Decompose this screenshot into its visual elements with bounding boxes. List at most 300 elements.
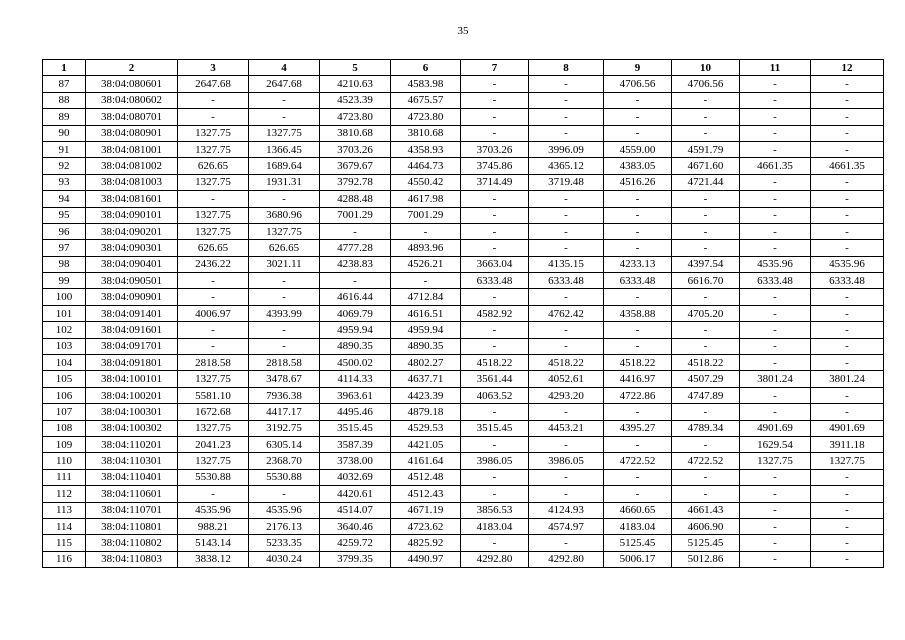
table-cell: 1327.75 <box>178 371 249 387</box>
table-cell: - <box>604 191 672 207</box>
table-cell: 4417.17 <box>249 404 320 420</box>
table-cell: - <box>740 92 811 108</box>
table-cell: 3838.12 <box>178 551 249 567</box>
table-cell: 4660.65 <box>604 502 672 518</box>
table-cell: 4721.44 <box>672 174 740 190</box>
table-cell: 4802.27 <box>391 355 461 371</box>
column-header: 1 <box>43 60 86 76</box>
table-cell: 4395.27 <box>604 420 672 436</box>
table-cell: 4559.00 <box>604 141 672 157</box>
table-cell: 1672.68 <box>178 404 249 420</box>
table-cell: 1366.45 <box>249 141 320 157</box>
table-cell: 4124.93 <box>529 502 604 518</box>
table-cell: 4518.22 <box>461 355 529 371</box>
table-cell: 1327.75 <box>178 125 249 141</box>
table-cell: - <box>672 436 740 452</box>
table-cell: 4032.69 <box>320 469 391 485</box>
table-cell: - <box>740 387 811 403</box>
table-cell: 4661.35 <box>740 158 811 174</box>
table-cell: - <box>740 355 811 371</box>
table-cell: 5143.14 <box>178 535 249 551</box>
table-cell: 4706.56 <box>672 76 740 92</box>
table-cell: 4293.20 <box>529 387 604 403</box>
table-cell: - <box>461 289 529 305</box>
table-cell: 4637.71 <box>391 371 461 387</box>
table-cell: 1327.75 <box>811 453 884 469</box>
table-cell: 102 <box>43 322 86 338</box>
table-cell: - <box>740 338 811 354</box>
table-row <box>43 76 884 92</box>
table-cell: 1327.75 <box>740 453 811 469</box>
table-cell: 626.65 <box>178 158 249 174</box>
table-cell: 106 <box>43 387 86 403</box>
table-cell: - <box>672 404 740 420</box>
table-cell: - <box>740 404 811 420</box>
table-cell: 38:04:090501 <box>86 273 178 289</box>
table-cell: 1327.75 <box>249 223 320 239</box>
table-cell: - <box>672 223 740 239</box>
table-cell: 4879.18 <box>391 404 461 420</box>
table-cell: 1629.54 <box>740 436 811 452</box>
table-cell: 38:04:110701 <box>86 502 178 518</box>
table-cell: 4161.64 <box>391 453 461 469</box>
table-row <box>43 387 884 403</box>
table-cell: 4789.34 <box>672 420 740 436</box>
table-cell: - <box>249 486 320 502</box>
table-cell: 4661.43 <box>672 502 740 518</box>
table-cell: - <box>811 240 884 256</box>
table-cell: 4006.97 <box>178 305 249 321</box>
table-cell: 3192.75 <box>249 420 320 436</box>
table-cell: 4901.69 <box>811 420 884 436</box>
table-cell: 6333.48 <box>811 273 884 289</box>
table-cell: - <box>604 322 672 338</box>
table-cell: - <box>740 125 811 141</box>
table-cell: 4512.43 <box>391 486 461 502</box>
table-row <box>43 453 884 469</box>
table-cell: - <box>811 502 884 518</box>
table-cell: 3801.24 <box>740 371 811 387</box>
table-cell: - <box>604 289 672 305</box>
table-cell: - <box>740 551 811 567</box>
table-cell: 3963.61 <box>320 387 391 403</box>
table-cell: - <box>672 125 740 141</box>
table-cell: 4500.02 <box>320 355 391 371</box>
table-cell: 3738.00 <box>320 453 391 469</box>
table-cell: - <box>249 289 320 305</box>
table-cell: 88 <box>43 92 86 108</box>
table-cell: 5233.35 <box>249 535 320 551</box>
table-cell: 6333.48 <box>529 273 604 289</box>
table-cell: - <box>740 518 811 534</box>
table-cell: 87 <box>43 76 86 92</box>
table-cell: - <box>529 486 604 502</box>
table-cell: 38:04:091601 <box>86 322 178 338</box>
table-cell: 4582.92 <box>461 305 529 321</box>
table-cell: 3663.04 <box>461 256 529 272</box>
table-cell: 3515.45 <box>461 420 529 436</box>
table-cell: 3679.67 <box>320 158 391 174</box>
table-cell: 2647.68 <box>178 76 249 92</box>
table-cell: 4722.86 <box>604 387 672 403</box>
table-cell: - <box>391 223 461 239</box>
table-cell: 4901.69 <box>740 420 811 436</box>
table-cell: - <box>249 322 320 338</box>
table-cell: - <box>811 76 884 92</box>
table-cell: - <box>740 76 811 92</box>
table-cell: 4535.96 <box>178 502 249 518</box>
table-cell: 109 <box>43 436 86 452</box>
column-header: 5 <box>320 60 391 76</box>
table-cell: 1327.75 <box>249 125 320 141</box>
table-cell: - <box>604 125 672 141</box>
table-cell: - <box>320 223 391 239</box>
table-cell: 3515.45 <box>320 420 391 436</box>
table-cell: 4591.79 <box>672 141 740 157</box>
table-cell: 3703.26 <box>320 141 391 157</box>
table-cell: 3856.53 <box>461 502 529 518</box>
table-cell: 4723.62 <box>391 518 461 534</box>
table-row <box>43 436 884 452</box>
table-cell: 4420.61 <box>320 486 391 502</box>
table-cell: 4233.13 <box>604 256 672 272</box>
table-cell: 4616.51 <box>391 305 461 321</box>
table-cell: - <box>461 240 529 256</box>
table-cell: 4495.46 <box>320 404 391 420</box>
table-cell: 38:04:081002 <box>86 158 178 174</box>
table-cell: 3986.05 <box>529 453 604 469</box>
table-cell: - <box>811 486 884 502</box>
table-cell: 1327.75 <box>178 207 249 223</box>
column-header: 10 <box>672 60 740 76</box>
table-cell: - <box>178 273 249 289</box>
table-cell: 4292.80 <box>461 551 529 567</box>
table-cell: 4671.19 <box>391 502 461 518</box>
table-cell: 4358.93 <box>391 141 461 157</box>
table-cell: - <box>811 174 884 190</box>
table-cell: 4069.79 <box>320 305 391 321</box>
table-cell: 111 <box>43 469 86 485</box>
table-row <box>43 191 884 207</box>
table-cell: - <box>811 223 884 239</box>
table-cell: 38:04:090201 <box>86 223 178 239</box>
table-cell: 4516.26 <box>604 174 672 190</box>
column-header: 8 <box>529 60 604 76</box>
table-cell: 3640.46 <box>320 518 391 534</box>
table-cell: - <box>461 109 529 125</box>
table-cell: 4574.97 <box>529 518 604 534</box>
table-cell: 4606.90 <box>672 518 740 534</box>
table-cell: 4453.21 <box>529 420 604 436</box>
table-cell: - <box>672 289 740 305</box>
table-cell: 107 <box>43 404 86 420</box>
table-cell: 92 <box>43 158 86 174</box>
table-cell: 4512.48 <box>391 469 461 485</box>
table-cell: - <box>249 338 320 354</box>
table-cell: 38:04:081003 <box>86 174 178 190</box>
table-cell: 4529.53 <box>391 420 461 436</box>
table-cell: - <box>178 289 249 305</box>
table-cell: - <box>529 469 604 485</box>
table-cell: 6333.48 <box>461 273 529 289</box>
table-cell: 4705.20 <box>672 305 740 321</box>
table-cell: 4671.60 <box>672 158 740 174</box>
table-cell: 4063.52 <box>461 387 529 403</box>
table-cell: - <box>461 76 529 92</box>
table-cell: 3587.39 <box>320 436 391 452</box>
table-cell: - <box>811 338 884 354</box>
table-cell: 3799.35 <box>320 551 391 567</box>
table-cell: - <box>461 125 529 141</box>
table-cell: 113 <box>43 502 86 518</box>
table-cell: - <box>529 109 604 125</box>
table-cell: 2368.70 <box>249 453 320 469</box>
table-cell: - <box>604 338 672 354</box>
table-cell: 3810.68 <box>391 125 461 141</box>
table-cell: 7001.29 <box>391 207 461 223</box>
table-cell: 4416.97 <box>604 371 672 387</box>
table-cell: 4052.61 <box>529 371 604 387</box>
table-cell: 4292.80 <box>529 551 604 567</box>
table-cell: 116 <box>43 551 86 567</box>
table-cell: 4518.22 <box>529 355 604 371</box>
table-cell: - <box>178 486 249 502</box>
table-cell: 3911.18 <box>811 436 884 452</box>
table-cell: 4421.05 <box>391 436 461 452</box>
table-row <box>43 502 884 518</box>
table-row <box>43 256 884 272</box>
table-cell: - <box>740 223 811 239</box>
table-cell: - <box>672 486 740 502</box>
table-cell: 4464.73 <box>391 158 461 174</box>
column-header: 4 <box>249 60 320 76</box>
table-cell: 2818.58 <box>249 355 320 371</box>
table-cell: - <box>461 436 529 452</box>
table-cell: 97 <box>43 240 86 256</box>
table-cell: - <box>811 289 884 305</box>
table-cell: 3714.49 <box>461 174 529 190</box>
table-row <box>43 273 884 289</box>
table-cell: - <box>740 486 811 502</box>
table-cell: 4723.80 <box>320 109 391 125</box>
table-row <box>43 109 884 125</box>
table-cell: 4616.44 <box>320 289 391 305</box>
table-cell: 4550.42 <box>391 174 461 190</box>
table-row <box>43 174 884 190</box>
table-cell: 4890.35 <box>391 338 461 354</box>
table-cell: 5581.10 <box>178 387 249 403</box>
table-row <box>43 223 884 239</box>
table-cell: - <box>529 535 604 551</box>
table-cell: 103 <box>43 338 86 354</box>
table-cell: - <box>249 273 320 289</box>
table-cell: 3680.96 <box>249 207 320 223</box>
table-cell: - <box>672 207 740 223</box>
table-cell: - <box>604 404 672 420</box>
table-cell: 5530.88 <box>178 469 249 485</box>
table-cell: 95 <box>43 207 86 223</box>
table-cell: 1327.75 <box>178 453 249 469</box>
table-cell: 3021.11 <box>249 256 320 272</box>
table-cell: - <box>811 191 884 207</box>
table-cell: 100 <box>43 289 86 305</box>
table-cell: - <box>740 305 811 321</box>
table-cell: - <box>672 191 740 207</box>
table-cell: 1327.75 <box>178 174 249 190</box>
table-cell: - <box>672 469 740 485</box>
table-cell: 4518.22 <box>672 355 740 371</box>
table-cell: 38:04:090301 <box>86 240 178 256</box>
table-cell: 4507.29 <box>672 371 740 387</box>
table-cell: 7001.29 <box>320 207 391 223</box>
table-cell: - <box>740 502 811 518</box>
table-cell: 4535.96 <box>811 256 884 272</box>
table-cell: 91 <box>43 141 86 157</box>
table-cell: - <box>740 240 811 256</box>
table-cell: 6616.70 <box>672 273 740 289</box>
table-cell: - <box>529 322 604 338</box>
table-cell: - <box>811 535 884 551</box>
table-cell: 4238.83 <box>320 256 391 272</box>
table-cell: 4825.92 <box>391 535 461 551</box>
table-cell: 4712.84 <box>391 289 461 305</box>
table-row <box>43 420 884 436</box>
table-cell: - <box>672 92 740 108</box>
table-cell: - <box>811 404 884 420</box>
table-header-row <box>43 60 884 76</box>
table-cell: - <box>740 141 811 157</box>
table-cell: 2041.23 <box>178 436 249 452</box>
table-cell: - <box>811 305 884 321</box>
table-cell: - <box>604 436 672 452</box>
table-row <box>43 158 884 174</box>
table-cell: - <box>461 92 529 108</box>
table-cell: 38:04:091401 <box>86 305 178 321</box>
table-cell: 4722.52 <box>672 453 740 469</box>
table-cell: - <box>811 141 884 157</box>
table-cell: - <box>391 273 461 289</box>
table-cell: 4135.15 <box>529 256 604 272</box>
table-cell: - <box>178 322 249 338</box>
table-cell: 38:04:080601 <box>86 76 178 92</box>
table-cell: - <box>811 207 884 223</box>
table-cell: 38:04:100301 <box>86 404 178 420</box>
table-cell: 6333.48 <box>604 273 672 289</box>
table-cell: 94 <box>43 191 86 207</box>
table-cell: 4183.04 <box>604 518 672 534</box>
table-cell: 115 <box>43 535 86 551</box>
table-cell: 3801.24 <box>811 371 884 387</box>
table-cell: 1327.75 <box>178 420 249 436</box>
table-cell: 4183.04 <box>461 518 529 534</box>
table-cell: 3810.68 <box>320 125 391 141</box>
table-cell: 4518.22 <box>604 355 672 371</box>
table-row <box>43 125 884 141</box>
table-cell: 38:04:100201 <box>86 387 178 403</box>
column-header: 12 <box>811 60 884 76</box>
column-header: 9 <box>604 60 672 76</box>
table-cell: 93 <box>43 174 86 190</box>
table-cell: 4397.54 <box>672 256 740 272</box>
table-cell: 4777.28 <box>320 240 391 256</box>
table-cell: - <box>604 92 672 108</box>
table-cell: 3478.67 <box>249 371 320 387</box>
table-cell: 4030.24 <box>249 551 320 567</box>
table-cell: 6333.48 <box>740 273 811 289</box>
table-cell: 4535.96 <box>249 502 320 518</box>
table-cell: 5530.88 <box>249 469 320 485</box>
table-row <box>43 469 884 485</box>
table-cell: - <box>461 207 529 223</box>
table-cell: - <box>461 223 529 239</box>
table-cell: - <box>461 322 529 338</box>
table-cell: 3792.78 <box>320 174 391 190</box>
table-cell: 89 <box>43 109 86 125</box>
table-cell: 38:04:100302 <box>86 420 178 436</box>
table-cell: 1327.75 <box>178 223 249 239</box>
table-cell: 38:04:110301 <box>86 453 178 469</box>
table-cell: 4617.98 <box>391 191 461 207</box>
table-cell: - <box>461 191 529 207</box>
table-cell: - <box>529 92 604 108</box>
table-cell: - <box>529 338 604 354</box>
table-cell: - <box>461 469 529 485</box>
table-cell: 38:04:110401 <box>86 469 178 485</box>
table-cell: - <box>740 322 811 338</box>
data-table <box>42 59 884 568</box>
table-cell: 4365.12 <box>529 158 604 174</box>
table-row <box>43 486 884 502</box>
table-cell: 1327.75 <box>178 141 249 157</box>
table-row <box>43 289 884 305</box>
table-cell: - <box>740 289 811 305</box>
table-row <box>43 404 884 420</box>
table-cell: 4423.39 <box>391 387 461 403</box>
table-cell: 38:04:090901 <box>86 289 178 305</box>
table-cell: 112 <box>43 486 86 502</box>
table-cell: 96 <box>43 223 86 239</box>
table-cell: - <box>811 518 884 534</box>
table-cell: 4259.72 <box>320 535 391 551</box>
table-cell: 4288.48 <box>320 191 391 207</box>
table-cell: 2176.13 <box>249 518 320 534</box>
table-row <box>43 535 884 551</box>
table-cell: 4661.35 <box>811 158 884 174</box>
table-cell: 4114.33 <box>320 371 391 387</box>
table-cell: - <box>529 240 604 256</box>
table-cell: - <box>811 355 884 371</box>
table-cell: 4490.97 <box>391 551 461 567</box>
table-cell: - <box>529 207 604 223</box>
table-cell: 114 <box>43 518 86 534</box>
table-row <box>43 207 884 223</box>
table-cell: 4535.96 <box>740 256 811 272</box>
table-row <box>43 338 884 354</box>
table-cell: - <box>811 109 884 125</box>
table-cell: 4523.39 <box>320 92 391 108</box>
table-cell: 90 <box>43 125 86 141</box>
table-cell: 4893.96 <box>391 240 461 256</box>
table-cell: - <box>740 535 811 551</box>
table-cell: - <box>461 404 529 420</box>
table-row <box>43 305 884 321</box>
table-cell: 5012.86 <box>672 551 740 567</box>
table-cell: - <box>461 486 529 502</box>
table-cell: 1931.31 <box>249 174 320 190</box>
table-row <box>43 551 884 567</box>
table-cell: - <box>811 92 884 108</box>
table-cell: - <box>604 207 672 223</box>
